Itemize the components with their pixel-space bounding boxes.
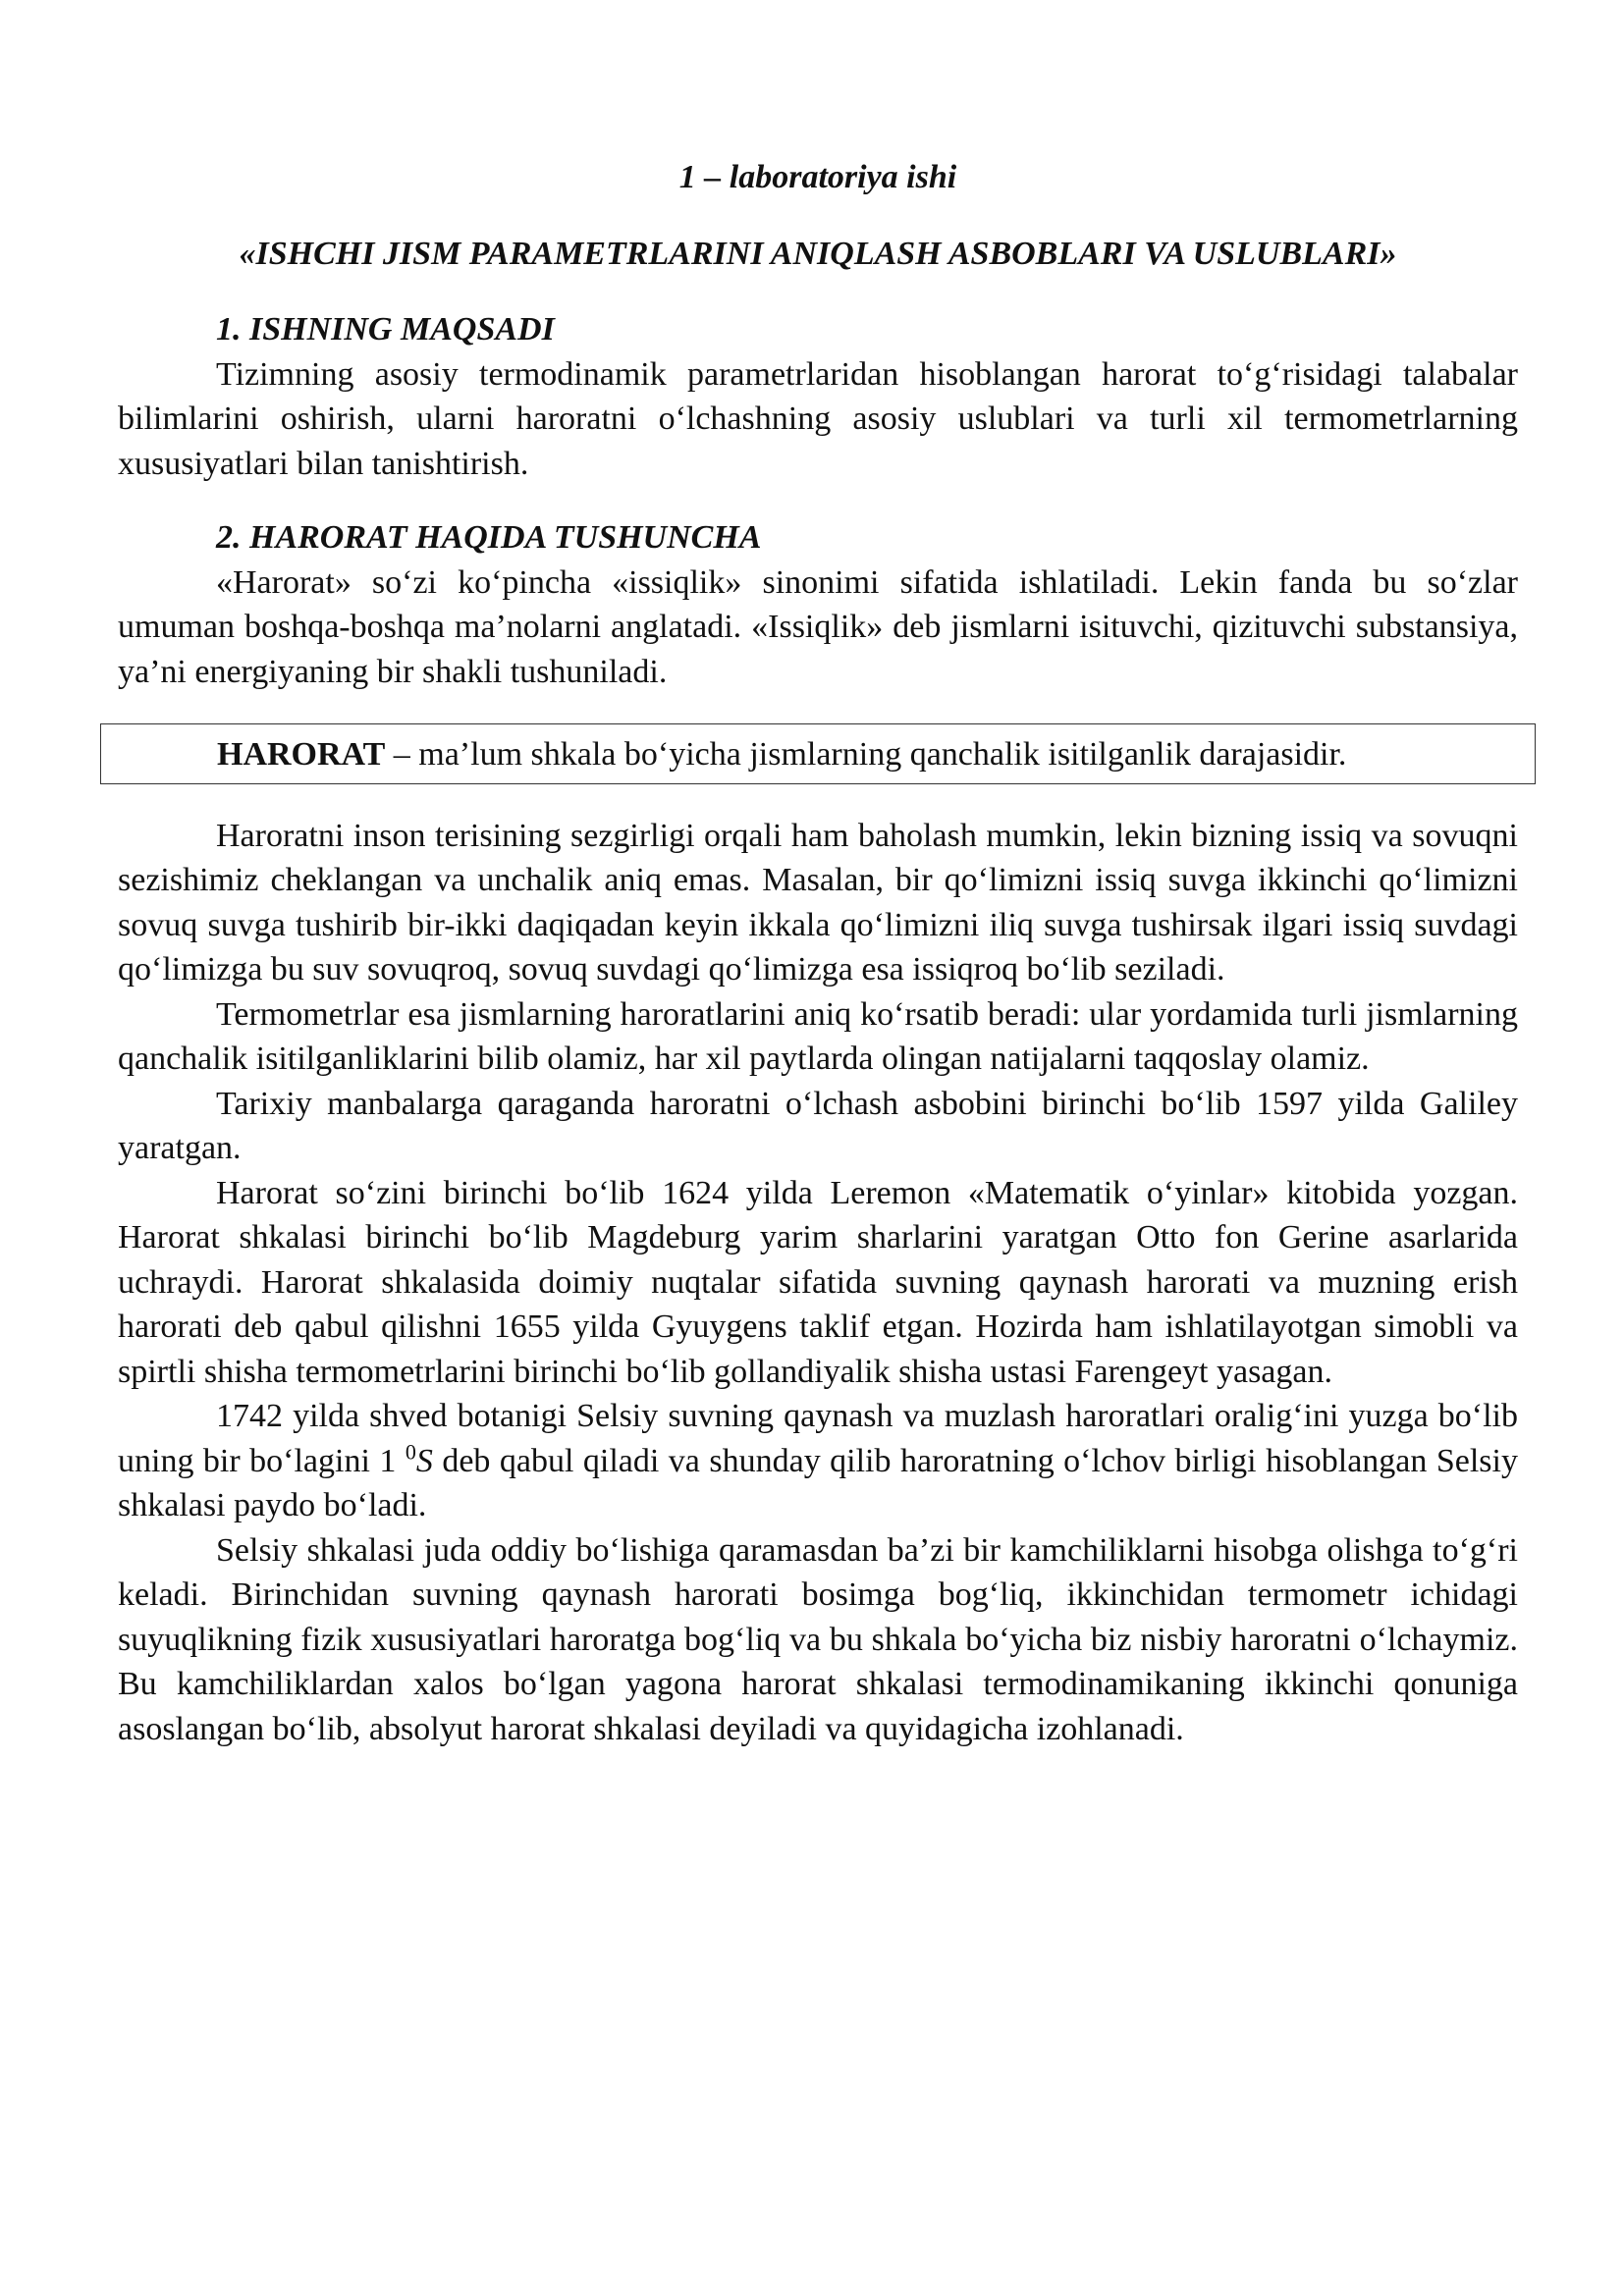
section-heading-purpose: 1. ISHNING MAQSADI: [216, 311, 555, 347]
body-paragraph: Haroratni inson terisining sezgirligi orqali ham baholash mumkin, lekin bizning issiq va sovuqni sezishimiz cheklangan va unchalik aniq emas. Masalan, bir qo‘limizni issiq suvga ikkinchi qo‘limizni sovuq suvga tushirib bir-ikki daqiqadan keyin ikkala qo‘limizni iliq suvga tushirsak ilgari issiq suvdagi qo‘limizga bu suv sovuqroq, sovuq suvdagi qo‘limizga esa issiqroq bo‘lib seziladi.: [118, 817, 1518, 988]
concept-paragraph: «Harorat» so‘zi ko‘pincha «issiqlik» sinonimi sifatida ishlatiladi. Lekin fanda bu so‘zlar umuman boshqa-boshqa ma’nolarni anglatadi. «Issiqlik» deb jismlarni isituvchi, qizituvchi substansiya, ya’ni energiyaning bir shakli tushuniladi.: [118, 563, 1518, 690]
celsius-text-before: 1742 yilda shved botanigi Selsiy suvning qaynash va muzlash haroratlari oralig‘ini yuzga bo‘lib uning bir bo‘lagini 1: [118, 1398, 1518, 1479]
celsius-text-after: deb qabul qiladi va shunday qilib haroratning o‘lchov birligi hisoblangan Selsiy shkalasi paydo bo‘ladi.: [118, 1442, 1518, 1523]
celsius-paragraph: [118, 1394, 1518, 1528]
body-paragraph: Termometrlar esa jismlarning haroratlarini aniq ko‘rsatib beradi: ular yordamida turli jismlarning qanchalik isitilganliklarini bilib olamiz, har xil paytlarda olingan natijalarni taqqoslay olamiz.: [118, 995, 1518, 1077]
purpose-paragraph: Tizimning asosiy termodinamik parametrlaridan hisoblangan harorat to‘g‘risidagi talabalar bilimlarini oshirish, ularni haroratni o‘lchashning asosiy uslublari va turli xil termometrlarning xususiyatlari bilan tanishtirish.: [118, 355, 1518, 482]
body-paragraph: Harorat so‘zini birinchi bo‘lib 1624 yilda Leremon «Matematik o‘yinlar» kitobida yozgan. Harorat shkalasi birinchi bo‘lib Magdeburg yarim sharlarini yaratgan Otto fon Gerine asarlarida uchraydi. Harorat shkalasida doimiy nuqtalar sifatida suvning qaynash harorati va muzning erish harorati deb qabul qilishni 1655 yilda Gyuygens taklif etgan. Hozirda ham ishlatilayotgan simobli va spirtli shisha termometrlarini birinchi bo‘lib gollandiyalik shisha ustasi Farengeyt yasagan.: [118, 1174, 1518, 1390]
definition-term: HARORAT: [217, 736, 386, 773]
celsius-unit: S: [415, 1442, 433, 1479]
definition-box: [100, 723, 1536, 784]
definition-text: – ma’lum shkala bo‘yicha jismlarning qanchalik isitilganlik darajasidir.: [385, 736, 1347, 773]
main-title: «ISHCHI JISM PARAMETRLARINI ANIQLASH ASBOBLARI VA USLUBLARI»: [239, 235, 1397, 272]
section-heading-concept: 2. HARORAT HAQIDA TUSHUNCHA: [216, 519, 762, 556]
degree-superscript: 0: [405, 1439, 416, 1465]
document-body: [118, 155, 1518, 1751]
body-paragraph: Tarixiy manbalarga qaraganda haroratni o‘lchash asbobini birinchi bo‘lib 1597 yilda Galiley yaratgan.: [118, 1085, 1518, 1166]
final-paragraph: Selsiy shkalasi juda oddiy bo‘lishiga qaramasdan ba’zi bir kamchiliklarni hisobga olishga to‘g‘ri keladi. Birinchidan suvning qaynash harorati bosimga bog‘liq, ikkinchidan termometr ichidagi suyuqlikning fizik xususiyatlari haroratga bog‘liq va bu shkala bo‘yicha biz nisbiy haroratni o‘lchaymiz. Bu kamchiliklardan xalos bo‘lgan yagona harorat shkalasi termodinamikaning ikkinchi qonuniga asoslangan bo‘lib, absolyut harorat shkalasi deyiladi va quyidagicha izohlanadi.: [118, 1531, 1518, 1747]
spacer: [118, 486, 1518, 515]
lab-title: 1 – laboratoriya ishi: [678, 159, 957, 195]
definition-paragraph: [119, 732, 1517, 777]
